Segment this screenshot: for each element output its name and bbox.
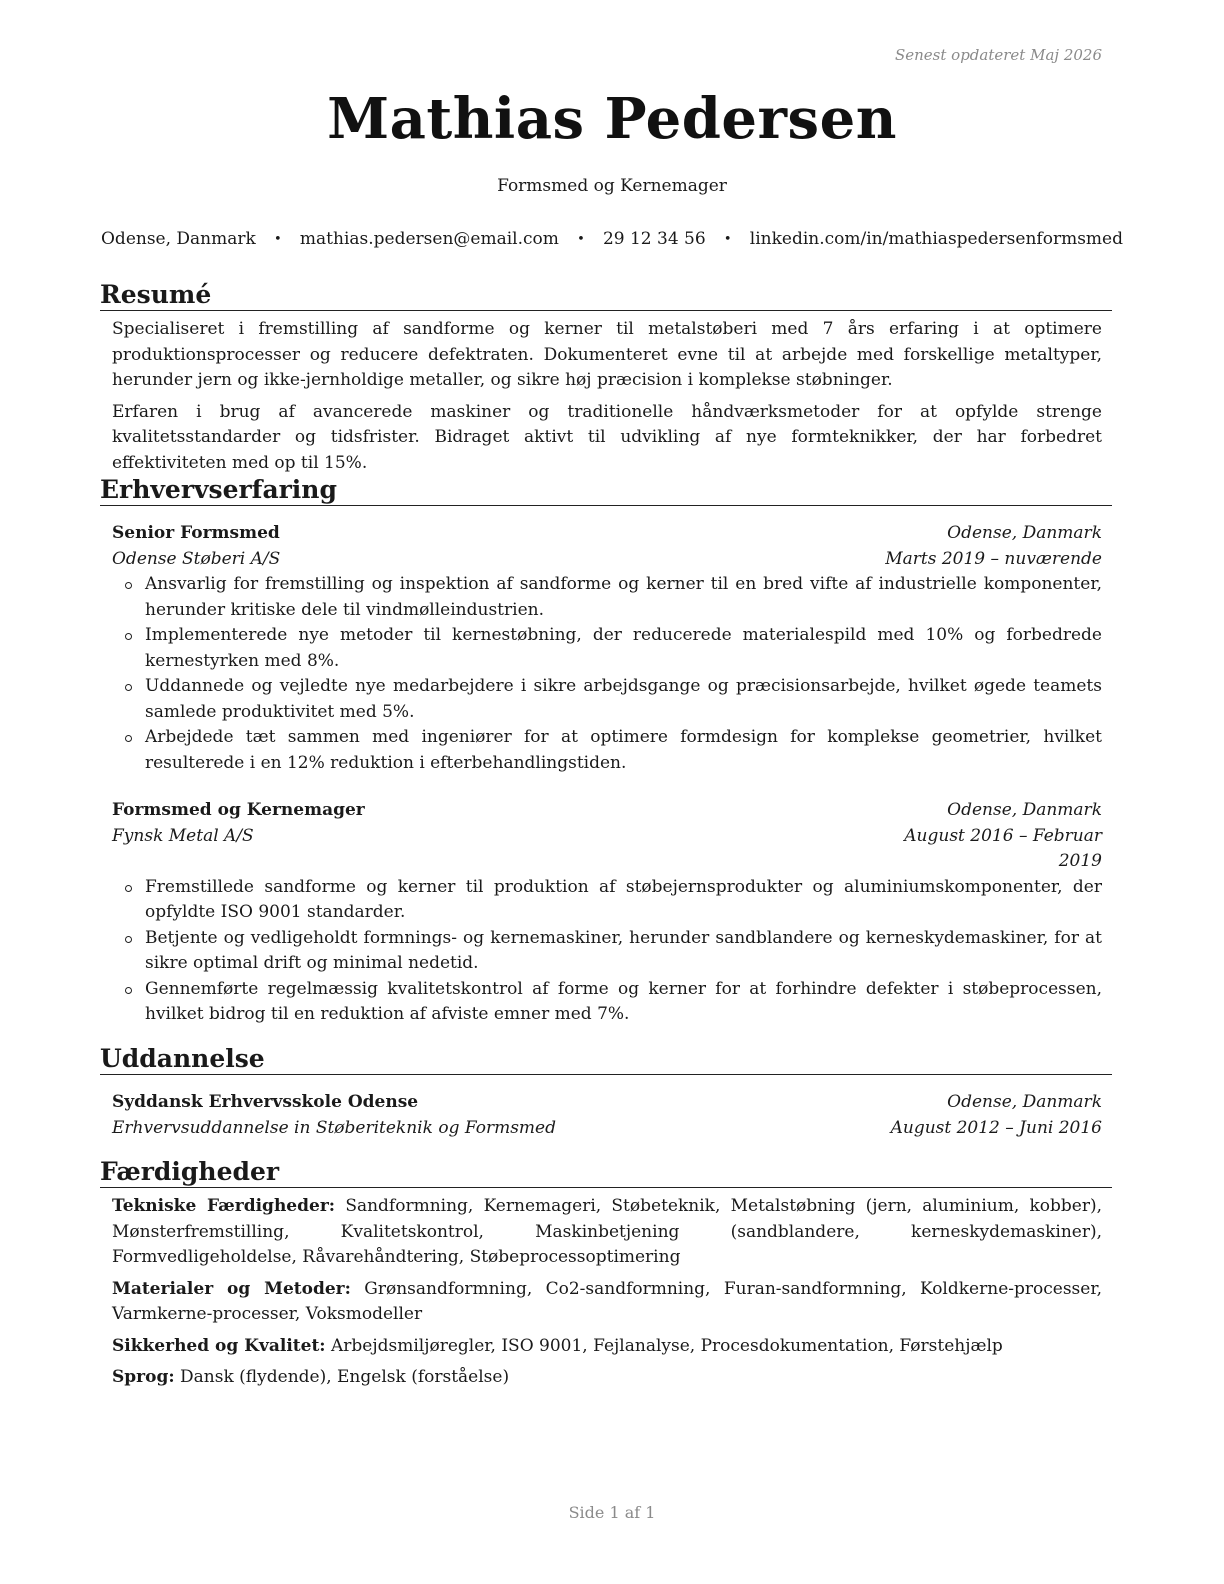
bullet-separator: • [577,231,585,247]
education-section [100,1044,1112,1141]
job-location: Odense, Danmark [947,523,1102,543]
summary-section [100,280,1112,476]
job-bullet: Implementerede nye metoder til kernestøbning, der reducerede materialespild med 10% og forbedrede kernestyrken med 8%. [112,623,1102,674]
job-bullet: Fremstillede sandforme og kerner til produktion af støbejernsprodukter og aluminiumskomponenter, der opfyldte ISO 9001 standarder. [112,875,1102,926]
job-entry [112,521,1102,776]
skill-label: Materialer og Metoder: [112,1278,351,1299]
contact-linkedin[interactable]: linkedin.com/in/mathiaspedersenformsmed [749,229,1123,249]
education-dates: August 2012 – Juni 2016 [890,1117,1102,1138]
section-heading: Erhvervserfaring [100,475,1112,506]
skill-label: Sikkerhed og Kvalitet: [112,1335,326,1356]
section-heading: Færdigheder [100,1157,1112,1188]
skills-section [100,1157,1112,1391]
school-name: Syddansk Erhvervsskole Odense [112,1092,419,1112]
school-location: Odense, Danmark [947,1092,1102,1112]
job-dates: Marts 2019 – nuværende [885,548,1102,569]
job-entry [112,798,1102,1028]
last-updated: Senest opdateret Maj 2026 [894,46,1102,64]
skill-text: Sandformning, Kernemageri, Støbeteknik, Metalstøbning (jern, aluminium, kobber), Mønsterfremstilling, Kvalitetskontrol, Maskinbetjening (sandblandere, kerneskydemaskiner), Formvedligeholdelse, Råvarehåndtering, Støbeprocessoptimering [112,1196,1103,1267]
skill-text: Dansk (flydende), Engelsk (forståelse) [180,1367,510,1387]
skill-label: Tekniske Færdigheder: [112,1196,336,1216]
job-bullet: Betjente og vedligeholdt formnings- og kernemaskiner, herunder sandblandere og kerneskydemaskiner, for at sikre optimal drift og minimal nedetid. [112,926,1102,977]
job-subtitle: Formsmed og Kernemager [497,176,727,196]
job-bullet: Gennemførte regelmæssig kvalitetskontrol af forme og kerner for at forhindre defekter i støbeprocessen, hvilket bidrog til en reduktion af afviste emner med 7%. [112,977,1102,1028]
skill-group [112,1365,1102,1391]
skill-text: Grønsandformning, Co2-sandformning, Furan-sandformning, Koldkerne-processer, Varmkerne-processer, Voksmodeller [112,1278,1102,1324]
job-bullet: Arbejdede tæt sammen med ingeniører for at optimere formdesign for komplekse geometrier, hvilket resulterede i en 12% reduktion i efterbehandlingstiden. [112,725,1102,776]
section-heading: Resumé [100,280,1112,311]
experience-section [100,475,1112,1028]
job-company: Fynsk Metal A/S [112,825,254,846]
contact-line [101,229,1123,249]
degree: Erhvervsuddannelse in Støberiteknik og Formsmed [112,1117,556,1138]
skill-group [112,1277,1102,1328]
bullet-separator: • [723,231,732,247]
skill-label: Sprog: [112,1367,175,1387]
skill-text: Arbejdsmiljøregler, ISO 9001, Fejlanalyse, Procesdokumentation, Førstehjælp [330,1335,1003,1356]
job-bullet: Ansvarlig for fremstilling og inspektion af sandforme og kerner til en bred vifte af industrielle komponenter, herunder kritiske dele til vindmølleindustrien. [112,572,1102,623]
summary-paragraph: Specialiseret i fremstilling af sandforme og kerner til metalstøberi med 7 års erfaring i at optimere produktionsprocesser og reducere defektraten. Dokumenteret evne til at arbejde med forskellige metaltyper, herunder jern og ikke-jernholdige metaller, og sikre høj præcision i komplekse støbninger. [112,319,1102,390]
job-title: Senior Formsmed [112,523,280,543]
page-title: Mathias Pedersen [327,86,897,152]
contact-email[interactable]: mathias.pedersen@email.com [299,229,559,249]
job-company: Odense Støberi A/S [112,548,281,569]
skill-group [112,1334,1102,1360]
summary-paragraph: Erfaren i brug af avancerede maskiner og traditionelle håndværksmetoder for at opfylde strenge kvalitetsstandarder og tidsfrister. Bidraget aktivt til udvikling af nye formteknikker, der har forbedret effektiviteten med op til 15%. [112,401,1102,473]
bullet-separator: • [274,231,282,247]
skill-group [112,1194,1102,1271]
job-title: Formsmed og Kernemager [112,800,365,820]
job-dates: August 2016 – Februar 2019 [904,825,1102,871]
job-bullet: Uddannede og vejledte nye medarbejdere i sikre arbejdsgange og præcisionsarbejde, hvilket øgede teamets samlede produktivitet med 5%. [112,674,1102,725]
job-location: Odense, Danmark [947,800,1102,820]
section-heading: Uddannelse [100,1044,1112,1075]
contact-location: Odense, Danmark [101,229,256,249]
contact-phone: 29 12 34 56 [602,229,706,249]
page-number: Side 1 af 1 [568,1503,656,1522]
